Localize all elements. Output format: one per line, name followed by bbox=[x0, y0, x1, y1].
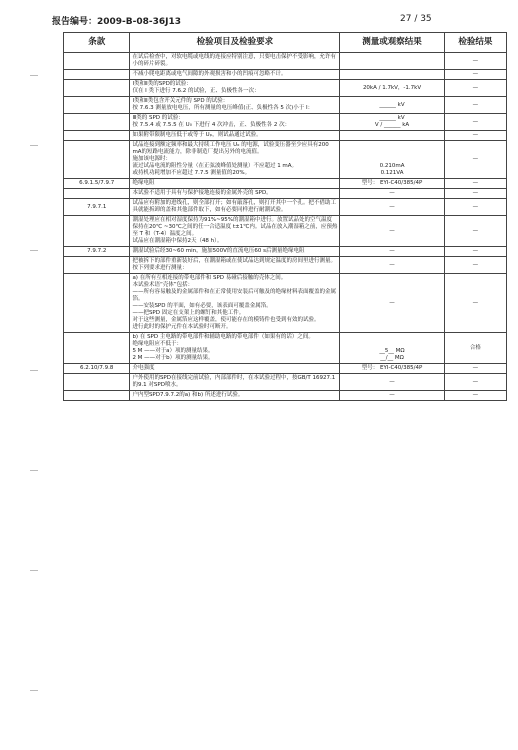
clause-cell bbox=[64, 97, 130, 114]
result-cell: — bbox=[444, 97, 506, 114]
measurement-cell bbox=[340, 216, 444, 247]
measurement-value bbox=[342, 156, 441, 163]
measurement-value: ______ kV bbox=[379, 115, 405, 121]
measurement-value: — bbox=[389, 392, 395, 398]
result-cell: — bbox=[444, 199, 506, 216]
result-cell: — bbox=[444, 216, 506, 247]
measurement-value bbox=[342, 71, 441, 78]
measurement-cell bbox=[340, 274, 444, 333]
requirement-line: 潮湿处理应在相对湿度保持为91%~95%的潮湿箱中进行。放置试品处的空气温度保持在20℃ ~30℃之间的任一合适温度 t±1℃内。试品在放入潮湿箱之前，应预热至 T 和（T-4）温度之间。 bbox=[132, 217, 338, 237]
requirement-line: 潮湿试验后经30~60 min，施加500V的直流电压60 s后测量绝缘电阻 bbox=[132, 248, 305, 254]
requirement-cell bbox=[130, 364, 340, 374]
measurement-value: — bbox=[389, 378, 395, 385]
measurement-value bbox=[342, 142, 441, 149]
result-cell: — bbox=[444, 257, 506, 274]
result-cell: — bbox=[444, 391, 506, 401]
requirement-line: b) 在 SPD 主电路的带电部件和辅助电路的带电部件（如果有的话）之间。 bbox=[132, 334, 314, 340]
table-row bbox=[64, 364, 507, 374]
clause-cell bbox=[64, 70, 130, 80]
measurement-cell bbox=[340, 53, 444, 70]
measurement-cell bbox=[340, 247, 444, 257]
requirement-line: Ⅰ类和Ⅱ类的SPD的试验： bbox=[132, 81, 192, 87]
measurement-cell bbox=[340, 374, 444, 391]
table-row bbox=[64, 53, 507, 70]
requirement-line: 流过试品电流的阻性分量（在正弦波峰值处测量）不应超过 1 mA。 bbox=[132, 163, 298, 169]
measurement-value: — bbox=[389, 261, 395, 268]
requirement-line: Ⅰ类和Ⅱ类包含开关元件的 SPD 的试验： bbox=[132, 98, 229, 104]
measurement-value: — bbox=[389, 203, 395, 210]
measurement-value bbox=[342, 58, 441, 65]
requirement-cell bbox=[130, 114, 340, 131]
clause-cell: 7.9.7.1 bbox=[64, 199, 130, 216]
requirement-cell bbox=[130, 274, 340, 333]
requirement-cell bbox=[130, 70, 340, 80]
measurement-value: 型号： EYI-C40/385/4P bbox=[361, 365, 423, 371]
clause-cell: 6.9.1.5/7.9.7 bbox=[64, 179, 130, 189]
requirement-line: a) 在所有互相连接的带电部件和 SPD 易碰后接触的壳体之间。 bbox=[132, 275, 287, 281]
requirement-cell bbox=[130, 391, 340, 401]
result-cell: — bbox=[444, 114, 506, 131]
clause-cell bbox=[64, 189, 130, 199]
requirement-line: 仅在 Ⅰ 类下进行 7.6.2 的试验，正、负极性各一次： bbox=[132, 88, 260, 94]
requirement-line: ——所有容易触及的金属部件和在正常使用安装后可触及的绝缘材料表面覆盖的金属箔。 bbox=[132, 289, 336, 302]
measurement-cell bbox=[340, 70, 444, 80]
result-cell: — bbox=[444, 80, 506, 97]
requirement-line: 按 7.5.4 或 7.5.5 在 U₀ 下进行 4 次冲击，正、负极性各 2 次： bbox=[132, 122, 291, 128]
measurement-cell bbox=[340, 257, 444, 274]
requirement-cell bbox=[130, 247, 340, 257]
requirement-line: 绝缘电阻 bbox=[132, 180, 155, 186]
clause-cell: 6.2.10/7.9.8 bbox=[64, 364, 130, 374]
requirement-line: 试品连接到额定频率和最大持续工作电压 Uₒ 的电源，试验变压器至少应具有200 mA的短路电流能力，除非制造厂提出另外的电流值。 bbox=[132, 142, 329, 155]
requirement-line: 介电强度 bbox=[132, 365, 155, 371]
column-header-requirement: 检验项目及检验要求 bbox=[130, 33, 340, 53]
requirement-line: 或持机功耗增加不应超过 7.7.5 测量值的20%。 bbox=[132, 170, 251, 176]
requirement-cell bbox=[130, 257, 340, 274]
measurement-value: __/__ MΩ bbox=[380, 355, 404, 361]
requirement-cell bbox=[130, 97, 340, 114]
clause-cell bbox=[64, 274, 130, 333]
measurement-value bbox=[342, 132, 441, 139]
clause-cell bbox=[64, 141, 130, 179]
result-cell: — bbox=[444, 189, 506, 199]
requirement-cell bbox=[130, 374, 340, 391]
clause-cell bbox=[64, 53, 130, 70]
measurement-cell bbox=[340, 97, 444, 114]
requirement-line: 把被拆下的部件重新装好后，在潮湿箱或在使试品达到规定温度的房间里进行测量。按下列要求进行测量： bbox=[132, 258, 336, 271]
requirement-line: 如果附带限制电压低于或等于 Uₚ，则试品通过试验。 bbox=[132, 132, 262, 138]
clause-cell bbox=[64, 391, 130, 401]
result-cell: — bbox=[444, 274, 506, 333]
result-cell: — bbox=[444, 374, 506, 391]
clause-cell bbox=[64, 374, 130, 391]
clause-cell bbox=[64, 114, 130, 131]
requirement-line: ——把SPD 固定在支架上的螺钉和其他工件。 bbox=[132, 310, 245, 316]
measurement-value: — bbox=[389, 227, 395, 234]
table-row bbox=[64, 97, 507, 114]
measurement-cell bbox=[340, 391, 444, 401]
measurement-value: ______ kV bbox=[379, 101, 405, 108]
requirement-line: 户外使用的SPD在接线完前试验，内部部件时，在本试验过程中，按GB/T 16927.1的9.1 对SPD喷水。 bbox=[132, 375, 336, 388]
requirement-line: 在试后检查中，对软电缆或电线的连接应特别注意，只要电击保护不受影响，允许有小的碎片碎裂。 bbox=[132, 54, 336, 67]
requirement-line: 户内型SPD7.9.7.2的a) 和b) 所述进行试验。 bbox=[132, 392, 244, 398]
result-cell: — bbox=[444, 70, 506, 80]
table-header-row bbox=[64, 33, 507, 53]
measurement-value bbox=[342, 334, 441, 341]
requirement-line: 施加该电源时： bbox=[132, 156, 171, 162]
table-row bbox=[64, 247, 507, 257]
measurement-value: 0.210mA bbox=[379, 163, 405, 169]
measurement-cell bbox=[340, 131, 444, 141]
requirement-line: 本试验术语“壳体”包括： bbox=[132, 282, 194, 288]
measurement-value: 20kA / 1.7kV，-1.7kV bbox=[362, 84, 422, 91]
measurement-value bbox=[342, 341, 441, 348]
requirement-line: 试品应在潮湿箱中保持2天（48 h）。 bbox=[132, 238, 223, 244]
requirement-cell bbox=[130, 141, 340, 179]
result-cell: — bbox=[444, 364, 506, 374]
measurement-value: — bbox=[389, 299, 395, 306]
measurement-cell bbox=[340, 199, 444, 216]
requirement-line: 不减小爬电距离或电气间隙的外观损害和小的凹痕可忽略不计。 bbox=[132, 71, 287, 77]
table-row bbox=[64, 199, 507, 216]
clause-cell bbox=[64, 80, 130, 97]
requirement-line: ——安装SPD 的平面，如有必要，该表面可覆盖金属箔。 bbox=[132, 303, 272, 309]
measurement-value: — bbox=[389, 190, 395, 196]
measurement-cell bbox=[340, 189, 444, 199]
table-row bbox=[64, 179, 507, 189]
result-cell: — bbox=[444, 141, 506, 179]
clause-cell bbox=[64, 257, 130, 274]
table-row bbox=[64, 80, 507, 97]
requirement-cell bbox=[130, 333, 340, 364]
table-row bbox=[64, 114, 507, 131]
measurement-value bbox=[342, 149, 441, 156]
measurement-cell bbox=[340, 114, 444, 131]
table-row bbox=[64, 141, 507, 179]
measurement-cell bbox=[340, 179, 444, 189]
table-row bbox=[64, 70, 507, 80]
report-number: 报告编号：2009-B-08-36J13 bbox=[52, 17, 182, 27]
requirement-cell bbox=[130, 131, 340, 141]
requirement-line: 按 7.6.3 测量放电电压，所有测量的电压峰值(正、负极性各 5 次)小于 Ⅰ： bbox=[132, 105, 314, 111]
table-row bbox=[64, 374, 507, 391]
requirement-line: 绝缘电阻应不低于： bbox=[132, 341, 182, 347]
measurement-value: V / ______ kA bbox=[374, 122, 410, 128]
requirement-cell bbox=[130, 179, 340, 189]
table-row bbox=[64, 257, 507, 274]
result-cell: — bbox=[444, 53, 506, 70]
measurement-cell bbox=[340, 364, 444, 374]
table-row bbox=[64, 274, 507, 333]
measurement-value: 0.121VA bbox=[380, 170, 404, 176]
requirement-cell bbox=[130, 216, 340, 247]
column-header-clause: 条款 bbox=[64, 33, 130, 53]
requirement-line: 对于这些测量，金属箔应这样覆盖，使可能存在的模铸件也受到有效的试验。 bbox=[132, 317, 320, 323]
requirement-line: 2 M ——对于b）项的测量结果。 bbox=[132, 355, 214, 361]
requirement-cell bbox=[130, 189, 340, 199]
result-cell: — bbox=[444, 131, 506, 141]
requirement-cell bbox=[130, 80, 340, 97]
measurement-value: — bbox=[389, 248, 395, 254]
requirement-line: 本试验不适用于具有与保护接地连接的金属外壳的 SPD。 bbox=[132, 190, 272, 196]
requirement-line: 进行此时的保护元件在本试验时可断开。 bbox=[132, 324, 232, 330]
measurement-cell bbox=[340, 141, 444, 179]
table-body bbox=[64, 53, 507, 401]
measurement-value: 型号： EYI-C40/385/4P bbox=[361, 180, 423, 186]
result-cell: — bbox=[444, 179, 506, 189]
requirement-line: Ⅲ类的 SPD 的试验： bbox=[132, 115, 184, 121]
page-number: 27 / 35 bbox=[400, 14, 432, 24]
requirement-cell bbox=[130, 199, 340, 216]
result-cell: — bbox=[444, 247, 506, 257]
measurement-cell bbox=[340, 333, 444, 364]
table-row bbox=[64, 333, 507, 364]
requirement-line: 5 M ——对于a）项的测量结果。 bbox=[132, 348, 214, 354]
column-header-result: 检验结果 bbox=[444, 33, 506, 53]
measurement-cell bbox=[340, 80, 444, 97]
inspection-table bbox=[63, 32, 507, 401]
table-row bbox=[64, 189, 507, 199]
column-header-measurement: 测量或观察结果 bbox=[340, 33, 444, 53]
table-row bbox=[64, 216, 507, 247]
result-cell: 合格 bbox=[444, 333, 506, 364]
table-row bbox=[64, 391, 507, 401]
clause-cell bbox=[64, 333, 130, 364]
clause-cell bbox=[64, 131, 130, 141]
clause-cell bbox=[64, 216, 130, 247]
requirement-cell bbox=[130, 53, 340, 70]
requirement-line: 试品应有附加的进线孔，则全部打开；如有敲落孔，则打开其中一个孔。把不借助工具就能拆卸的盖和其他部件取下，如有必要同样进行耐潮试验。 bbox=[132, 200, 336, 213]
table-row bbox=[64, 131, 507, 141]
measurement-value: __5__ MΩ bbox=[379, 348, 405, 354]
clause-cell: 7.9.7.2 bbox=[64, 247, 130, 257]
